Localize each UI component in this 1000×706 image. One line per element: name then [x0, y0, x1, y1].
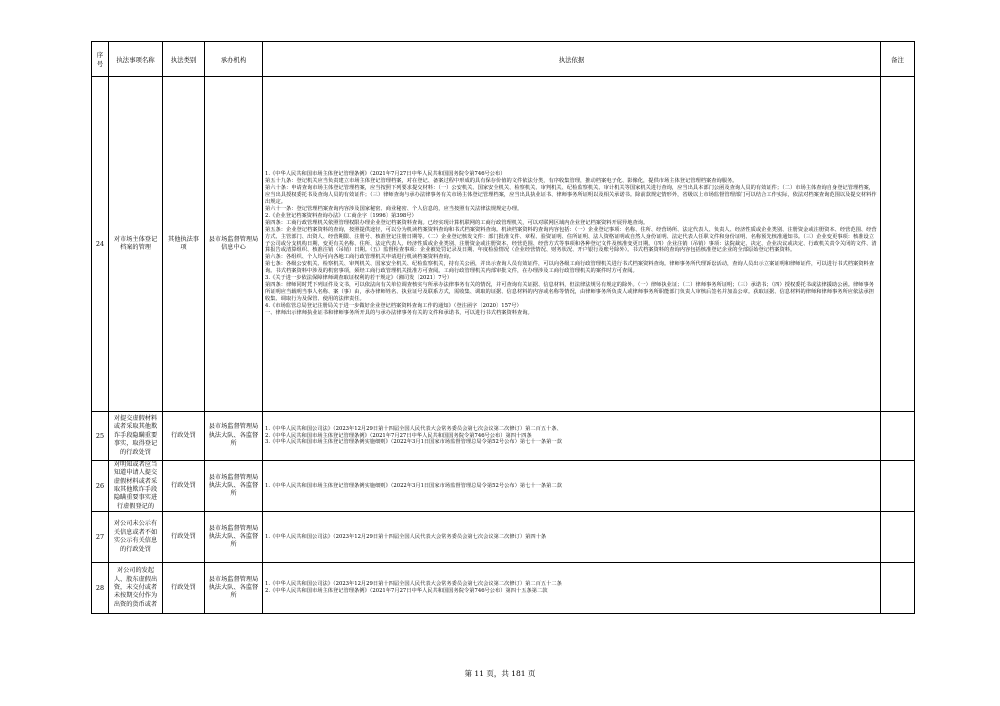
- basis-line: 3.《中华人民共和国市场主体登记管理条例实施细则》（2022年3月1日国家市场监督管理总局令第52号公布）第七十一条第一款: [265, 439, 562, 446]
- header-category: 执法类别: [163, 42, 205, 77]
- item-category: 行政处罚: [163, 461, 205, 512]
- basis-line: 2.《企业登记档案资料查询办法》（工商企字〔1996〕第398号）: [265, 212, 417, 219]
- item-basis: [263, 77, 881, 412]
- item-name: 对市场主体登记档案的管理: [109, 77, 163, 412]
- header-remark: 备注: [881, 42, 915, 77]
- item-remark: [881, 563, 915, 614]
- item-name: 对公司的发起人、股东虚假出资，未交付或者未按期交付作为出资的货币或者: [109, 563, 163, 614]
- basis-line: 1.《中华人民共和国公司法》（2023年12月29日第十四届全国人民代表大会常务委员会第七次会议第二次修订）第四十条: [265, 533, 547, 540]
- item-agency: 县市场监督管理局信息中心: [205, 77, 263, 412]
- item-basis: [263, 563, 881, 614]
- item-name: 对提交虚假材料或者采取其他欺诈手段隐瞒重要事实，取得登记的行政处罚: [109, 412, 163, 461]
- item-basis: [263, 512, 881, 563]
- basis-line: 第五条：企业登记档案资料的查询，按照提供途径，可以分为机读档案资料查询和书式档案资料查询。机读档案资料的查询内容包括：（一）企业登记事项：名称、住所、经营场所、法定代表人、负责人、经济性质或企业类别、注册资金或注册资本、经营范围、经营方式、主管部门、出资人、经营期限、注册号、核准登记注册日期等。（二）企业登记核发文件：部门批准文件、章程、验资证明、住所证明、法人资格证明或自然人身份证明、法定代表人任职文件和身份证明、名称预先核准通知书。（三）企业变更事项：核准设立子公司或分支机构日期，变更有关名称、住所、法定代表人、经济性质或企业类别、注册资金或注册资本、经营范围、经营方式等事项和各种登记文件及核准变更日期。（四）企业注销（吊销）事项：法院裁定、决定、企业决议或决定、行政机关责令关闭的文件、清算报告或清算组织、核准注销（吊销）日期。（五）监督检查事项：企业被处罚记录及日期、年度检验情况（企业经营情况、财务状况、开户银行及账号除外）。书式档案资料的查询内容包括核准登记企业的全部原始登记档案资料。: [265, 226, 877, 254]
- basis-line: 4.《市场监管总局登记注册局关于进一步做好企业登记档案资料查询工作的通知》（登注函字〔2020〕157号）: [265, 302, 522, 309]
- row-number: 25: [92, 412, 109, 461]
- basis-line: 第六十一条：登记管理档案查询内容涉及国家秘密、商业秘密、个人信息的，应当按照有关法律法规规定办理。: [265, 205, 523, 212]
- header-name: 执法事项名称: [109, 42, 163, 77]
- basis-line: 第七条：各级公安机关、检察机关、审判机关、国家安全机关、纪检监察机关，持有关公函，并出示查询人员有效证件，可以向各级工商行政管理机关进行书式档案资料查询。律师事务所代理诉讼活动，查询人员出示立案证明和律师证件，可以进行书式档案资料查询。书式档案资料中涉及的机密事项，须经工商行政管理机关批准方可查阅。工商行政管理机关内部审批文件，在办理涉及工商行政管理机关的案件时方可查阅。: [265, 261, 874, 275]
- item-remark: [881, 461, 915, 512]
- item-remark: [881, 512, 915, 563]
- basis-line: 2.《中华人民共和国市场主体登记管理条例》（2021年7月27日中华人民共和国国务院令第746号公布）第四十四条: [265, 432, 532, 439]
- item-agency: 县市场监督管理局执法大队、各监督所: [205, 512, 263, 563]
- table-row: [92, 77, 915, 412]
- table-header-row: [92, 42, 915, 77]
- item-category: 行政处罚: [163, 563, 205, 614]
- item-agency: 县市场监督管理局执法大队、各监督所: [205, 461, 263, 512]
- row-number: 27: [92, 512, 109, 563]
- item-name: 对公司未公示有关信息或者不如实公示有关信息的行政处罚: [109, 512, 163, 563]
- item-category: 其他执法事项: [163, 77, 205, 412]
- basis-line: 第五十九条：登记机关应当负责建立市场主体登记管理档案，对在登记、备案过程中形成的具有保存价值的文件依法分类，有序收集管理，推动档案电子化、影像化，提供市场主体登记管理档案查询服务。: [265, 178, 738, 185]
- table-row: [92, 461, 915, 512]
- header-basis: 执法依据: [263, 42, 881, 77]
- basis-line: 1.《中华人民共和国公司法》（2023年12月29日第十四届全国人民代表大会常务委员会第七次会议第二次修订）第二百五十条、: [265, 425, 562, 432]
- item-category: 行政处罚: [163, 512, 205, 563]
- basis-line: 1.《中华人民共和国市场主体登记管理条例》（2021年7月27日中华人民共和国国务院令第746号公布）: [265, 171, 506, 178]
- item-remark: [881, 77, 915, 412]
- item-category: 行政处罚: [163, 412, 205, 461]
- basis-line: 1.《中华人民共和国公司法》（2023年12月29日第十四届全国人民代表大会常务委员会第七次会议第二次修订）第二百五十二条: [265, 581, 562, 588]
- basis-line: 第四条：律师同时凭下列证件及文书，可以依法向有关单位调查核实与所承办法律事务有关的情况，并可查询有关证据、信息材料，但法律法规另有规定的除外。（一）律师执业证；（二）律师事务所证明；（三）承诺书；（四）授权委托书或法律援助公函。律师事务所证明应当载明当事人名称、案（事）由，承办律师姓名、执业证号及联系方式，需收集、调取的证据、信息材料的内容或名称等情况，由律师事务所负责人或律师事务所职能部门负责人审核后签名并加盖公章。获取证据、信息材料的律师和律师事务所应依法承担收集、调取行为及保管、使用的法律责任。: [265, 282, 874, 302]
- basis-line: 第四条：工商行政管理机关依照管理权限办理企业登记档案资料查询。已经实现计算机联网的工商行政管理机关，可以对联网区域内企业登记档案资料开展异地查询。: [265, 219, 649, 226]
- item-remark: [881, 412, 915, 461]
- item-name: 对明知或者应当知道申请人提交虚假材料或者采取其他欺诈手段隐瞒重要事实进行虚假登记的: [109, 461, 163, 512]
- header-agency: 承办机构: [205, 42, 263, 77]
- basis-line: 3.《关于进一步依法保障律师调查取证权利的若干规定》（湘司发〔2021〕7号）: [265, 275, 453, 282]
- header-no: 序号: [92, 42, 109, 77]
- enforcement-items-table: [91, 41, 915, 614]
- page-footer: 第 11 页，共 181 页: [464, 669, 536, 678]
- item-basis: [263, 412, 881, 461]
- basis-line: 一、律师出示律师执业证书和律师事务所开具的与承办法律事务有关的文件和承诺书，可以进行书式档案资料查询。: [265, 309, 533, 316]
- table-row: [92, 563, 915, 614]
- basis-line: 1.《中华人民共和国市场主体登记管理条例实施细则》（2022年3月1日国家市场监督管理总局令第52号公布）第七十一条第二款: [265, 482, 562, 489]
- row-number: 24: [92, 77, 109, 412]
- row-number: 26: [92, 461, 109, 512]
- basis-line: 2.《中华人民共和国市场主体登记管理条例》（2021年7月27日中华人民共和国国务院令第746号公布）第四十五条第二款: [265, 588, 548, 595]
- table-row: [92, 512, 915, 563]
- item-agency: 县市场监督管理局执法大队、各监督所: [205, 563, 263, 614]
- item-agency: 县市场监督管理局执法大队、各监督所: [205, 412, 263, 461]
- table-row: [92, 412, 915, 461]
- row-number: 28: [92, 563, 109, 614]
- basis-line: 第六十条：申请查询市场主体登记管理档案，应当按照下列要求提交材料：（一）公安机关、国家安全机关、检察机关、审判机关、纪检监察机关、审计机关等国家机关进行查询，应当出具本部门公函及查询人员的有效证件；（二）市场主体查询自身登记管理档案，应当出具授权委托书及查询人员的有效证件；（三）律师查询与承办法律事务有关市场主体登记管理档案，应当出具执业证书、律师事务所证明以及相关承诺书。除前款规定情形外，省级以上市场监督管理部门可以结合工作实际，依法对档案查询范围以及提交材料作出规定。: [265, 185, 877, 205]
- basis-line: 第六条：各组织、个人均可向各地工商行政管理机关申请进行机读档案资料查询。: [265, 254, 454, 261]
- item-basis: [263, 461, 881, 512]
